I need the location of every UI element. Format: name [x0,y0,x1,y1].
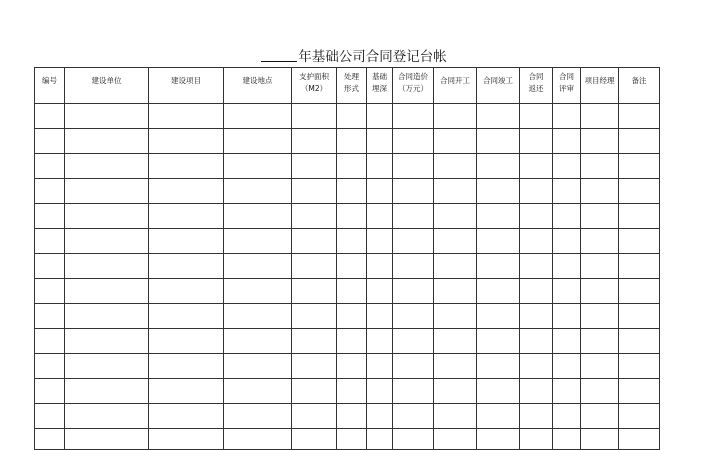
col-header-construction-site: 建设地点 [224,68,292,104]
table-cell [292,254,337,279]
table-cell [434,429,477,450]
table-cell [393,379,434,404]
table-cell [553,154,581,179]
table-cell [581,179,619,204]
table-cell [367,329,393,354]
table-cell [553,429,581,450]
table-cell [393,304,434,329]
table-cell [292,104,337,129]
table-cell [224,404,292,429]
table-cell [65,304,149,329]
table-cell [149,404,224,429]
table-cell [434,104,477,129]
table-cell [224,154,292,179]
table-cell [367,429,393,450]
table-cell [367,129,393,154]
table-cell [292,179,337,204]
table-cell [292,404,337,429]
table-cell [149,129,224,154]
year-blank-underline [261,61,297,62]
table-cell [520,379,553,404]
table-cell [619,229,660,254]
table-cell [224,254,292,279]
table-cell [581,154,619,179]
table-cell [367,354,393,379]
table-cell [434,129,477,154]
table-cell [619,429,660,450]
table-cell [367,154,393,179]
table-row [35,329,660,354]
table-cell [292,279,337,304]
table-cell [434,354,477,379]
table-row [35,379,660,404]
table-cell [35,254,65,279]
table-cell [393,429,434,450]
table-cell [393,404,434,429]
table-cell [434,254,477,279]
table-cell [553,229,581,254]
table-cell [553,104,581,129]
table-cell [35,279,65,304]
table-cell [434,279,477,304]
table-cell [581,204,619,229]
table-cell [35,154,65,179]
table-cell [35,429,65,450]
table-cell [581,329,619,354]
table-row [35,129,660,154]
table-cell [477,304,520,329]
table-cell [224,429,292,450]
table-cell [149,429,224,450]
table-cell [337,154,367,179]
table-cell [292,304,337,329]
table-cell [553,404,581,429]
table-cell [434,204,477,229]
table-cell [292,154,337,179]
table-cell [477,204,520,229]
table-cell [477,404,520,429]
table-cell [553,329,581,354]
table-cell [337,229,367,254]
table-cell [292,229,337,254]
col-header-treatment-form: 处理 形式 [337,68,367,104]
table-cell [65,204,149,229]
table-cell [619,329,660,354]
table-cell [619,379,660,404]
table-cell [520,279,553,304]
table-cell [393,104,434,129]
table-cell [520,204,553,229]
table-cell [367,254,393,279]
table-cell [520,329,553,354]
table-cell [434,229,477,254]
table-cell [477,179,520,204]
table-cell [619,204,660,229]
table-row [35,279,660,304]
table-cell [619,279,660,304]
table-cell [337,129,367,154]
document-title [0,45,708,65]
table-cell [520,129,553,154]
table-cell [477,429,520,450]
table-cell [553,304,581,329]
table-cell [367,379,393,404]
table-cell [553,354,581,379]
table-cell [393,129,434,154]
table-cell [434,404,477,429]
table-cell [35,204,65,229]
title-text: 年基础公司合同登记台帐 [298,49,447,65]
table-cell [367,229,393,254]
table-cell [520,429,553,450]
table-cell [553,254,581,279]
table-cell [581,304,619,329]
table-cell [477,329,520,354]
table-cell [337,254,367,279]
table-cell [292,129,337,154]
table-cell [581,279,619,304]
table-row [35,154,660,179]
table-cell [65,354,149,379]
table-cell [65,279,149,304]
col-header-foundation-depth: 基础 埋深 [367,68,393,104]
table-cell [553,279,581,304]
table-cell [520,179,553,204]
col-header-remarks: 备注 [619,68,660,104]
table-cell [434,329,477,354]
table-cell [393,254,434,279]
table-cell [520,404,553,429]
table-cell [337,279,367,304]
table-cell [581,104,619,129]
table-cell [619,404,660,429]
table-cell [520,254,553,279]
table-cell [65,404,149,429]
table-cell [149,279,224,304]
table-cell [393,179,434,204]
table-cell [619,154,660,179]
col-header-support-area: 支护面积 （M2） [292,68,337,104]
table-cell [477,129,520,154]
table-cell [393,329,434,354]
table-cell [224,204,292,229]
table-cell [581,129,619,154]
col-header-number: 编号 [35,68,65,104]
table-cell [393,279,434,304]
table-cell [149,329,224,354]
table-cell [224,329,292,354]
table-cell [337,404,367,429]
table-cell [35,404,65,429]
table-cell [35,129,65,154]
table-row [35,429,660,450]
table-cell [619,129,660,154]
table-cell [35,104,65,129]
table-cell [224,279,292,304]
table-cell [434,304,477,329]
table-cell [292,204,337,229]
table-cell [581,354,619,379]
table-cell [434,154,477,179]
table-cell [65,129,149,154]
table-cell [149,254,224,279]
table-row [35,179,660,204]
table-cell [35,379,65,404]
table-row [35,254,660,279]
table-cell [619,304,660,329]
table-row [35,304,660,329]
table-cell [224,304,292,329]
table-cell [65,154,149,179]
table-cell [477,104,520,129]
table-cell [581,429,619,450]
table-cell [65,229,149,254]
table-cell [553,129,581,154]
table-cell [35,329,65,354]
col-header-construction-unit: 建设单位 [65,68,149,104]
table-cell [35,179,65,204]
table-row [35,354,660,379]
table-cell [581,254,619,279]
table-cell [393,354,434,379]
table-cell [337,304,367,329]
table-cell [434,179,477,204]
table-cell [224,104,292,129]
table-cell [367,179,393,204]
table-cell [65,329,149,354]
table-cell [367,104,393,129]
table-cell [149,304,224,329]
table-cell [520,304,553,329]
table-cell [65,429,149,450]
table-cell [35,304,65,329]
col-header-contract-completion: 合同竣工 [477,68,520,104]
table-cell [292,429,337,450]
table-cell [553,379,581,404]
contract-ledger-table [34,67,660,450]
table-cell [434,379,477,404]
table-cell [224,354,292,379]
table-cell [393,204,434,229]
table-cell [520,354,553,379]
table-cell [224,379,292,404]
col-header-contract-start: 合同开工 [434,68,477,104]
table-cell [581,379,619,404]
table-row [35,204,660,229]
table-row [35,404,660,429]
table-cell [477,354,520,379]
table-cell [149,154,224,179]
table-cell [619,254,660,279]
col-header-construction-project: 建设项目 [149,68,224,104]
table-cell [393,154,434,179]
table-cell [149,354,224,379]
ledger-body [35,104,660,450]
table-cell [477,379,520,404]
table-cell [224,179,292,204]
col-header-project-manager: 项目经理 [581,68,619,104]
table-cell [477,229,520,254]
table-cell [477,279,520,304]
col-header-contract-return: 合同 返还 [520,68,553,104]
table-cell [581,404,619,429]
table-cell [367,204,393,229]
table-cell [477,254,520,279]
table-cell [337,204,367,229]
table-cell [337,429,367,450]
table-cell [553,179,581,204]
table-cell [35,354,65,379]
table-cell [149,104,224,129]
table-cell [581,229,619,254]
table-cell [292,379,337,404]
table-cell [520,154,553,179]
table-cell [224,129,292,154]
table-cell [224,229,292,254]
table-row [35,104,660,129]
table-cell [292,354,337,379]
table-cell [337,354,367,379]
table-cell [520,229,553,254]
col-header-contract-price: 合同造价 （万元） [393,68,434,104]
table-cell [149,179,224,204]
table-cell [367,404,393,429]
table-cell [65,179,149,204]
table-cell [149,204,224,229]
table-cell [292,329,337,354]
table-cell [337,379,367,404]
table-cell [619,354,660,379]
table-cell [35,229,65,254]
table-cell [337,179,367,204]
table-row [35,229,660,254]
table-cell [337,329,367,354]
table-cell [477,154,520,179]
table-cell [553,204,581,229]
table-cell [393,229,434,254]
table-cell [520,104,553,129]
table-cell [367,279,393,304]
table-cell [65,104,149,129]
table-cell [65,379,149,404]
table-cell [367,304,393,329]
table-cell [619,179,660,204]
table-cell [337,104,367,129]
table-cell [65,254,149,279]
table-cell [149,379,224,404]
col-header-contract-review: 合同 评审 [553,68,581,104]
header-row [35,68,660,104]
table-cell [149,229,224,254]
table-cell [619,104,660,129]
